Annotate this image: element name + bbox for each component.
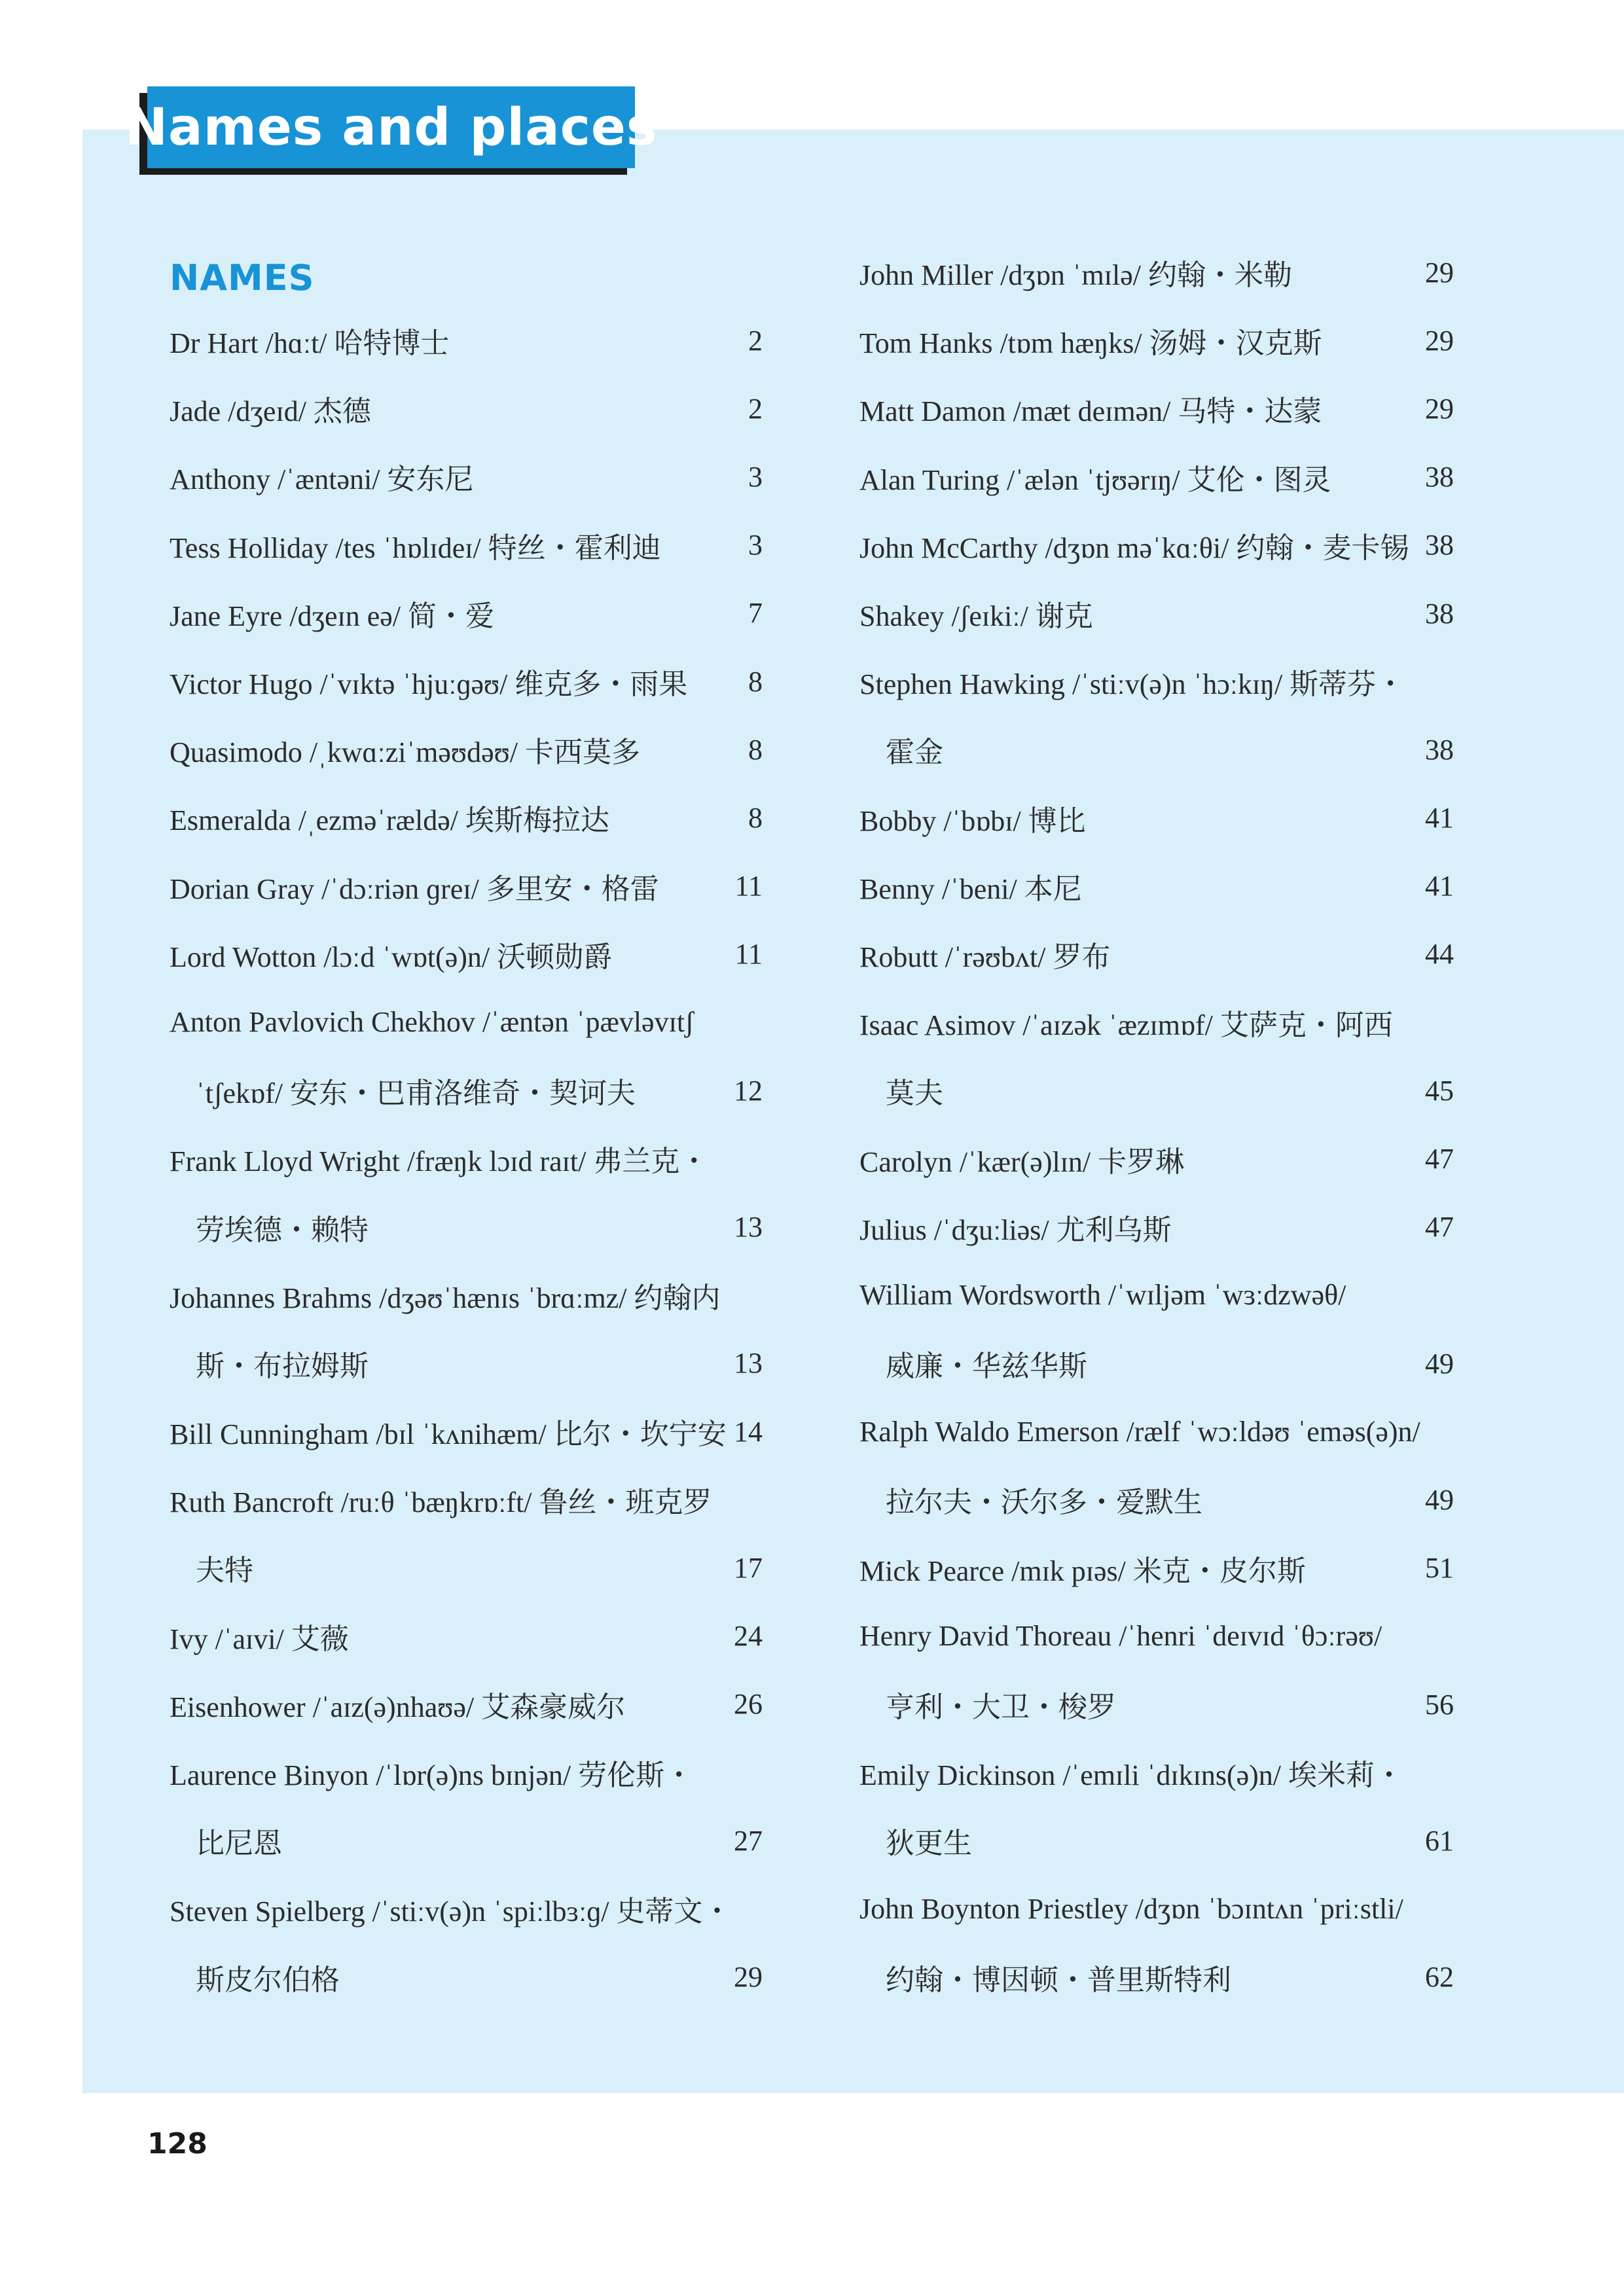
entry-text: 霍金 xyxy=(886,736,943,769)
name-entry xyxy=(859,374,1454,442)
entry-text: Quasimodo /ˌkwɑːziˈməʊdəʊ/ 卡西莫多 xyxy=(170,736,640,769)
entry-text: 威廉・华兹华斯 xyxy=(886,1350,1087,1383)
entry-page-number: 62 xyxy=(1425,1961,1454,1994)
entry-text: Jade /dʒeɪd/ 杰德 xyxy=(170,395,371,428)
entry-page-number: 8 xyxy=(748,801,763,834)
name-entry-continuation xyxy=(859,1329,1454,1397)
name-entry-continuation xyxy=(170,1193,763,1261)
name-entry xyxy=(859,1602,1454,1670)
entry-page-number: 41 xyxy=(1425,870,1454,903)
entry-page-number: 49 xyxy=(1425,1483,1454,1516)
entry-text: 夫特 xyxy=(196,1554,253,1587)
entry-page-number: 29 xyxy=(1425,324,1454,357)
entry-page-number: 26 xyxy=(734,1688,763,1721)
entry-page-number: 51 xyxy=(1425,1552,1454,1585)
name-entry xyxy=(859,647,1454,715)
name-entry-continuation xyxy=(859,1465,1454,1534)
entry-page-number: 38 xyxy=(1425,461,1454,493)
name-entry-continuation xyxy=(170,1056,763,1124)
entry-text: 亨利・大卫・梭罗 xyxy=(886,1691,1116,1724)
name-entry xyxy=(859,306,1454,374)
name-entry xyxy=(859,920,1454,988)
entry-page-number: 38 xyxy=(1425,529,1454,562)
entry-page-number: 45 xyxy=(1425,1074,1454,1107)
entry-page-number: 17 xyxy=(734,1551,763,1584)
name-entry xyxy=(859,1738,1454,1806)
page-number: 128 xyxy=(147,2127,208,2161)
entry-page-number: 47 xyxy=(1425,1211,1454,1244)
entry-page-number: 41 xyxy=(1425,802,1454,834)
name-entry xyxy=(859,852,1454,920)
name-entry xyxy=(170,1602,763,1670)
entry-text: Dorian Gray /ˈdɔːriən ɡreɪ/ 多里安・格雷 xyxy=(170,872,659,905)
entry-page-number: 24 xyxy=(734,1620,763,1653)
name-entry-continuation xyxy=(170,1943,763,2011)
entry-text: Lord Wotton /lɔːd ˈwɒt(ə)n/ 沃顿勋爵 xyxy=(170,941,613,973)
entry-page-number: 7 xyxy=(748,597,763,630)
name-entry xyxy=(170,1397,763,1465)
entry-text: ˈtʃekɒf/ 安东・巴甫洛维奇・契诃夫 xyxy=(196,1077,636,1110)
entry-page-number: 11 xyxy=(734,938,763,971)
entry-text: Mick Pearce /mɪk pɪəs/ 米克・皮尔斯 xyxy=(859,1554,1306,1587)
entry-page-number: 44 xyxy=(1425,938,1454,971)
entry-page-number: 29 xyxy=(1425,392,1454,425)
entry-text: Tess Holliday /tes ˈhɒlɪdeɪ/ 特丝・霍利迪 xyxy=(170,531,661,564)
name-entry-continuation xyxy=(170,1329,763,1397)
entry-page-number: 13 xyxy=(734,1347,763,1380)
entry-text: Steven Spielberg /ˈstiːv(ə)n ˈspiːlbɜːɡ/ 史蒂文・ xyxy=(170,1895,732,1928)
entry-text: Tom Hanks /tɒm hæŋks/ 汤姆・汉克斯 xyxy=(859,327,1322,360)
entry-page-number: 11 xyxy=(734,870,763,903)
entry-text: Shakey /ʃeɪkiː/ 谢克 xyxy=(859,600,1093,633)
entry-text: John Boynton Priestley /dʒɒn ˈbɔɪntʌn ˈpriːstli/ xyxy=(859,1893,1403,1926)
name-entry xyxy=(170,306,763,374)
section-heading: NAMES xyxy=(170,257,315,298)
entry-text: 狄更生 xyxy=(886,1827,972,1860)
names-list-left xyxy=(170,306,763,2011)
entry-text: Esmeralda /ˌezməˈrældə/ 埃斯梅拉达 xyxy=(170,804,610,837)
entry-text: Julius /ˈdʒuːliəs/ 尤利乌斯 xyxy=(859,1213,1172,1246)
name-entry xyxy=(859,1193,1454,1261)
name-entry xyxy=(170,1124,763,1193)
entry-text: Ralph Waldo Emerson /rælf ˈwɔːldəʊ ˈeməs(ə)n/ xyxy=(859,1415,1420,1448)
entry-text: Benny /ˈbeni/ 本尼 xyxy=(859,872,1082,905)
name-entry-continuation xyxy=(859,1670,1454,1738)
name-entry xyxy=(859,784,1454,852)
names-list-right xyxy=(859,238,1454,2011)
entry-text: Carolyn /ˈkær(ə)lɪn/ 卡罗琳 xyxy=(859,1145,1185,1178)
name-entry xyxy=(170,1874,763,1943)
entry-page-number: 3 xyxy=(748,529,763,562)
name-entry xyxy=(170,374,763,442)
entry-text: 拉尔夫・沃尔多・爱默生 xyxy=(886,1486,1202,1519)
name-entry xyxy=(170,511,763,579)
entry-page-number: 56 xyxy=(1425,1688,1454,1721)
entry-text: Dr Hart /hɑːt/ 哈特博士 xyxy=(170,327,450,360)
entry-text: Isaac Asimov /ˈaɪzək ˈæzɪmɒf/ 艾萨克・阿西 xyxy=(859,1009,1393,1042)
name-entry xyxy=(170,1465,763,1534)
entry-text: Eisenhower /ˈaɪz(ə)nhaʊə/ 艾森豪威尔 xyxy=(170,1691,626,1723)
name-entry xyxy=(170,1738,763,1806)
entry-text: Alan Turing /ˈælən ˈtjʊərɪŋ/ 艾伦・图灵 xyxy=(859,463,1331,496)
entry-page-number: 2 xyxy=(748,392,763,425)
entry-text: John Miller /dʒɒn ˈmɪlə/ 约翰・米勒 xyxy=(859,259,1292,292)
entry-text: Victor Hugo /ˈvɪktə ˈhjuːɡəʊ/ 维克多・雨果 xyxy=(170,668,688,701)
entry-text: Bobby /ˈbɒbɪ/ 博比 xyxy=(859,804,1086,837)
entry-text: Johannes Brahms /dʒəʊˈhænɪs ˈbrɑːmz/ 约翰内 xyxy=(170,1282,721,1314)
entry-text: 比尼恩 xyxy=(196,1827,282,1860)
name-entry-continuation xyxy=(859,1806,1454,1874)
entry-page-number: 61 xyxy=(1425,1824,1454,1857)
name-entry xyxy=(859,1261,1454,1329)
entry-text: Bill Cunningham /bɪl ˈkʌnihæm/ 比尔・坎宁安 xyxy=(170,1418,727,1451)
entry-text: 莫夫 xyxy=(886,1077,943,1110)
name-entry xyxy=(170,1261,763,1329)
entry-text: John McCarthy /dʒɒn məˈkɑːθi/ 约翰・麦卡锡 xyxy=(859,531,1409,564)
entry-text: Emily Dickinson /ˈemɪli ˈdɪkɪns(ə)n/ 埃米莉・ xyxy=(859,1759,1404,1792)
entry-page-number: 29 xyxy=(734,1961,763,1994)
name-entry xyxy=(859,988,1454,1056)
name-entry xyxy=(859,1124,1454,1193)
entry-page-number: 13 xyxy=(734,1211,763,1244)
name-entry xyxy=(859,511,1454,579)
name-entry xyxy=(859,579,1454,647)
name-entry-continuation xyxy=(170,1806,763,1874)
entry-text: Robutt /ˈrəʊbʌt/ 罗布 xyxy=(859,941,1111,973)
entry-page-number: 2 xyxy=(748,324,763,357)
name-entry xyxy=(170,647,763,715)
entry-text: Stephen Hawking /ˈstiːv(ə)n ˈhɔːkɪŋ/ 斯蒂芬・ xyxy=(859,668,1405,701)
entry-text: Laurence Binyon /ˈlɒr(ə)ns bɪnjən/ 劳伦斯・ xyxy=(170,1759,694,1792)
title-banner xyxy=(124,86,658,168)
page-title: Names and places xyxy=(124,98,658,157)
name-entry xyxy=(859,1534,1454,1602)
name-entry xyxy=(859,1397,1454,1465)
entry-page-number: 27 xyxy=(734,1824,763,1857)
entry-page-number: 3 xyxy=(748,460,763,493)
name-entry xyxy=(859,1875,1454,1943)
name-entry xyxy=(170,442,763,511)
entry-page-number: 38 xyxy=(1425,733,1454,766)
name-entry xyxy=(170,988,763,1056)
entry-text: Anton Pavlovich Chekhov /ˈæntən ˈpævləvɪtʃ xyxy=(170,1006,695,1039)
entry-text: 斯・布拉姆斯 xyxy=(196,1350,369,1382)
entry-page-number: 38 xyxy=(1425,597,1454,630)
entry-text: Ivy /ˈaɪvi/ 艾薇 xyxy=(170,1623,349,1655)
name-entry xyxy=(859,238,1454,306)
entry-page-number: 12 xyxy=(734,1074,763,1107)
entry-text: Henry David Thoreau /ˈhenri ˈdeɪvɪd ˈθɔːrəʊ/ xyxy=(859,1620,1382,1653)
entry-page-number: 49 xyxy=(1425,1347,1454,1380)
name-entry xyxy=(170,579,763,647)
name-entry xyxy=(859,443,1454,511)
entry-text: William Wordsworth /ˈwɪljəm ˈwɜːdzwəθ/ xyxy=(859,1279,1346,1312)
entry-text: Frank Lloyd Wright /fræŋk lɔɪd raɪt/ 弗兰克・ xyxy=(170,1145,709,1178)
name-entry-continuation xyxy=(859,715,1454,783)
entry-text: 劳埃德・赖特 xyxy=(196,1213,369,1246)
name-entry xyxy=(170,1670,763,1738)
name-entry xyxy=(170,852,763,920)
entry-text: Ruth Bancroft /ruːθ ˈbæŋkrɒːft/ 鲁丝・班克罗 xyxy=(170,1486,712,1519)
entry-page-number: 14 xyxy=(734,1415,763,1448)
entry-page-number: 8 xyxy=(748,733,763,766)
entry-page-number: 8 xyxy=(748,665,763,698)
entry-text: Jane Eyre /dʒeɪn eə/ 简・爱 xyxy=(170,600,495,632)
entry-text: 斯皮尔伯格 xyxy=(196,1964,340,1996)
entry-page-number: 29 xyxy=(1425,256,1454,289)
name-entry xyxy=(170,920,763,988)
name-entry xyxy=(170,783,763,852)
name-entry-continuation xyxy=(859,1943,1454,2011)
name-entry-continuation xyxy=(170,1534,763,1602)
entry-text: Matt Damon /mæt deɪmən/ 马特・达蒙 xyxy=(859,395,1322,428)
name-entry xyxy=(170,715,763,783)
name-entry-continuation xyxy=(859,1056,1454,1124)
entry-text: 约翰・博因顿・普里斯特利 xyxy=(886,1964,1231,1996)
entry-text: Anthony /ˈæntəni/ 安东尼 xyxy=(170,463,474,496)
entry-page-number: 47 xyxy=(1425,1143,1454,1175)
